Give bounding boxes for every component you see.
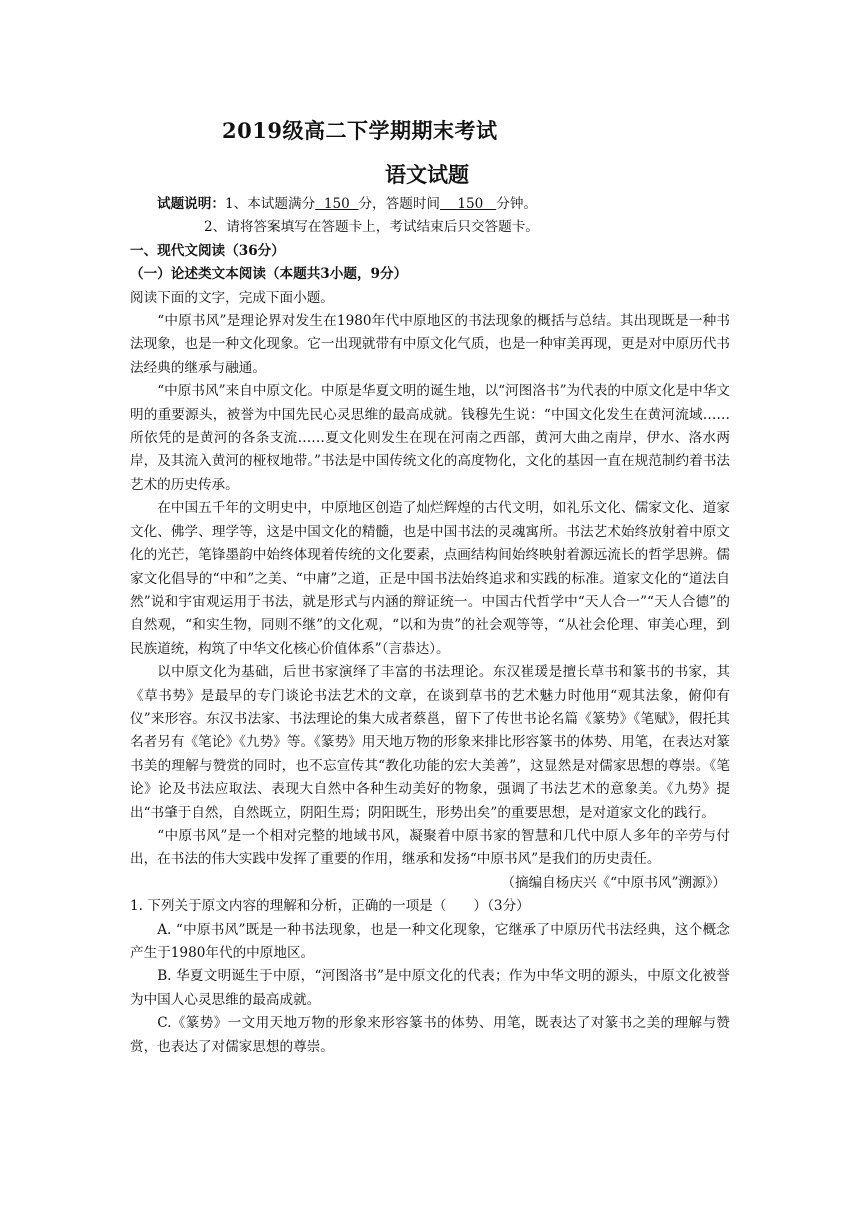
passage-paragraph-2: “中原书风”来自中原文化。中原是华夏文明的诞生地，以“河图洛书”为代表的中原文化是中华文明的重要源头，被誉为中国先民心灵思维的最高成就。钱穆先生说：“中国文化发生在黄河流域……所依凭的是黄河的各条支流……夏文化则发生在现在河南之西部，黄河大曲之南岸，伊水、洛水两岸，及其流入黄河的桠杈地带。”书法是中国传统文化的高度物化，文化的基因一直在规范制约着书法艺术的历史传承。 <box>130 383 730 493</box>
reading-prompt: 阅读下面的文字，完成下面小题。 <box>130 289 334 306</box>
exam-title: 2019级高二下学期期末考试 <box>222 118 498 143</box>
instructions-text-b: 分，答题时间 <box>358 196 441 212</box>
time-value: 150 <box>457 196 484 212</box>
instructions-label: 试题说明： <box>157 196 225 212</box>
instructions-text-a: 1、本试题满分 <box>224 196 316 212</box>
instructions-line-1 <box>130 193 730 216</box>
passage-source: （摘编自杨庆兴《“中原书风”溯源》） <box>501 874 726 891</box>
exam-subtitle: 语文试题 <box>385 162 469 187</box>
instructions-line-2: 2、请将答案填写在答题卡上，考试结束后只交答题卡。 <box>204 219 539 236</box>
passage-paragraph-5: “中原书风”是一个相对完整的地域书风，凝聚着中原书家的智慧和几代中原人多年的辛劳与付出，在书法的伟大实践中发挥了重要的作用，继承和发扬“中原书风”是我们的历史责任。 <box>130 827 730 868</box>
exam-body <box>130 193 730 1059</box>
full-score-blank <box>315 196 358 212</box>
question-1-stem: 1. 下列关于原文内容的理解和分析，正确的一项是（ ）（3分） <box>130 898 530 915</box>
question-1-option-c: C.《篆势》一文用天地万物的形象来形容篆书的体势、用笔，既表达了对篆书之美的理解与赞赏，也表达了对儒家思想的尊崇。 <box>130 1015 730 1055</box>
instructions-text-c: 分钟。 <box>496 196 538 212</box>
question-1-option-a: A. “中原书风”既是一种书法现象，也是一种文化现象，它继承了中原历代书法经典，这个概念产生于1980年代的中原地区。 <box>130 921 730 961</box>
time-blank <box>440 196 496 212</box>
passage-paragraph-1: “中原书风”是理论界对发生在1980年代中原地区的书法现象的概括与总结。其出现既是一种书法现象，也是一种文化现象。它一出现就带有中原文化气质，也是一种审美再现，更是对中原历代书法经典的继承与融通。 <box>130 313 730 376</box>
passage-paragraph-3: 在中国五千年的文明史中，中原地区创造了灿烂辉煌的古代文明，如礼乐文化、儒家文化、道家文化、佛学、理学等，这是中国文化的精髓，也是中国书法的灵魂寓所。书法艺术始终放射着中原文化的光芒，笔锋墨韵中始终体现着传统的文化要素，点画结构间始终映射着源远流长的哲学思辨。儒家文化倡导的“中和”之美、“中庸”之道，正是中国书法始终追求和实践的标准。道家文化的“道法自然”说和宇宙观运用于书法，就是形式与内涵的辩证统一。中国古代哲学中“天人合一”“天人合德”的自然观，“和实生物，同则不继”的文化观，“以和为贵”的社会观等等，“从社会伦理、审美心理，到民族道统，构筑了中华文化核心价值体系”（言恭达）。 <box>130 500 730 657</box>
sub-section-heading: （一）论述类文本阅读（本题共3小题，9分） <box>130 266 408 283</box>
full-score-value: 150 <box>323 196 350 212</box>
section-heading: 一、现代文阅读（36分） <box>130 242 285 259</box>
passage-paragraph-4: 以中原文化为基础，后世书家演绎了丰富的书法理论。东汉崔瑗是擅长草书和篆书的书家，其《草书势》是最早的专门谈论书法艺术的文章，在谈到草书的艺术魅力时他用“观其法象，俯仰有仪”来形容。东汉书法家、书法理论的集大成者蔡邕，留下了传世书论名篇《篆势》《笔赋》，假托其名者另有《笔论》《九势》等。《篆势》用天地万物的形象来排比形容篆书的体势、用笔，在表达对篆书美的理解与赞赏的同时，也不忘宣传其“教化功能的宏大美善”，这显然是对儒家思想的尊崇。《笔论》论及书法应取法、表现大自然中各种生动美好的物象，强调了书法艺术的意象美。《九势》提出“书肇于自然，自然既立，阴阳生焉；阴阳既生，形势出矣”的重要思想，是对道家文化的践行。 <box>130 664 730 821</box>
question-1-option-b: B. 华夏文明诞生于中原，“河图洛书”是中原文化的代表；作为中华文明的源头，中原文化被誉为中国人心灵思维的最高成就。 <box>130 968 730 1008</box>
